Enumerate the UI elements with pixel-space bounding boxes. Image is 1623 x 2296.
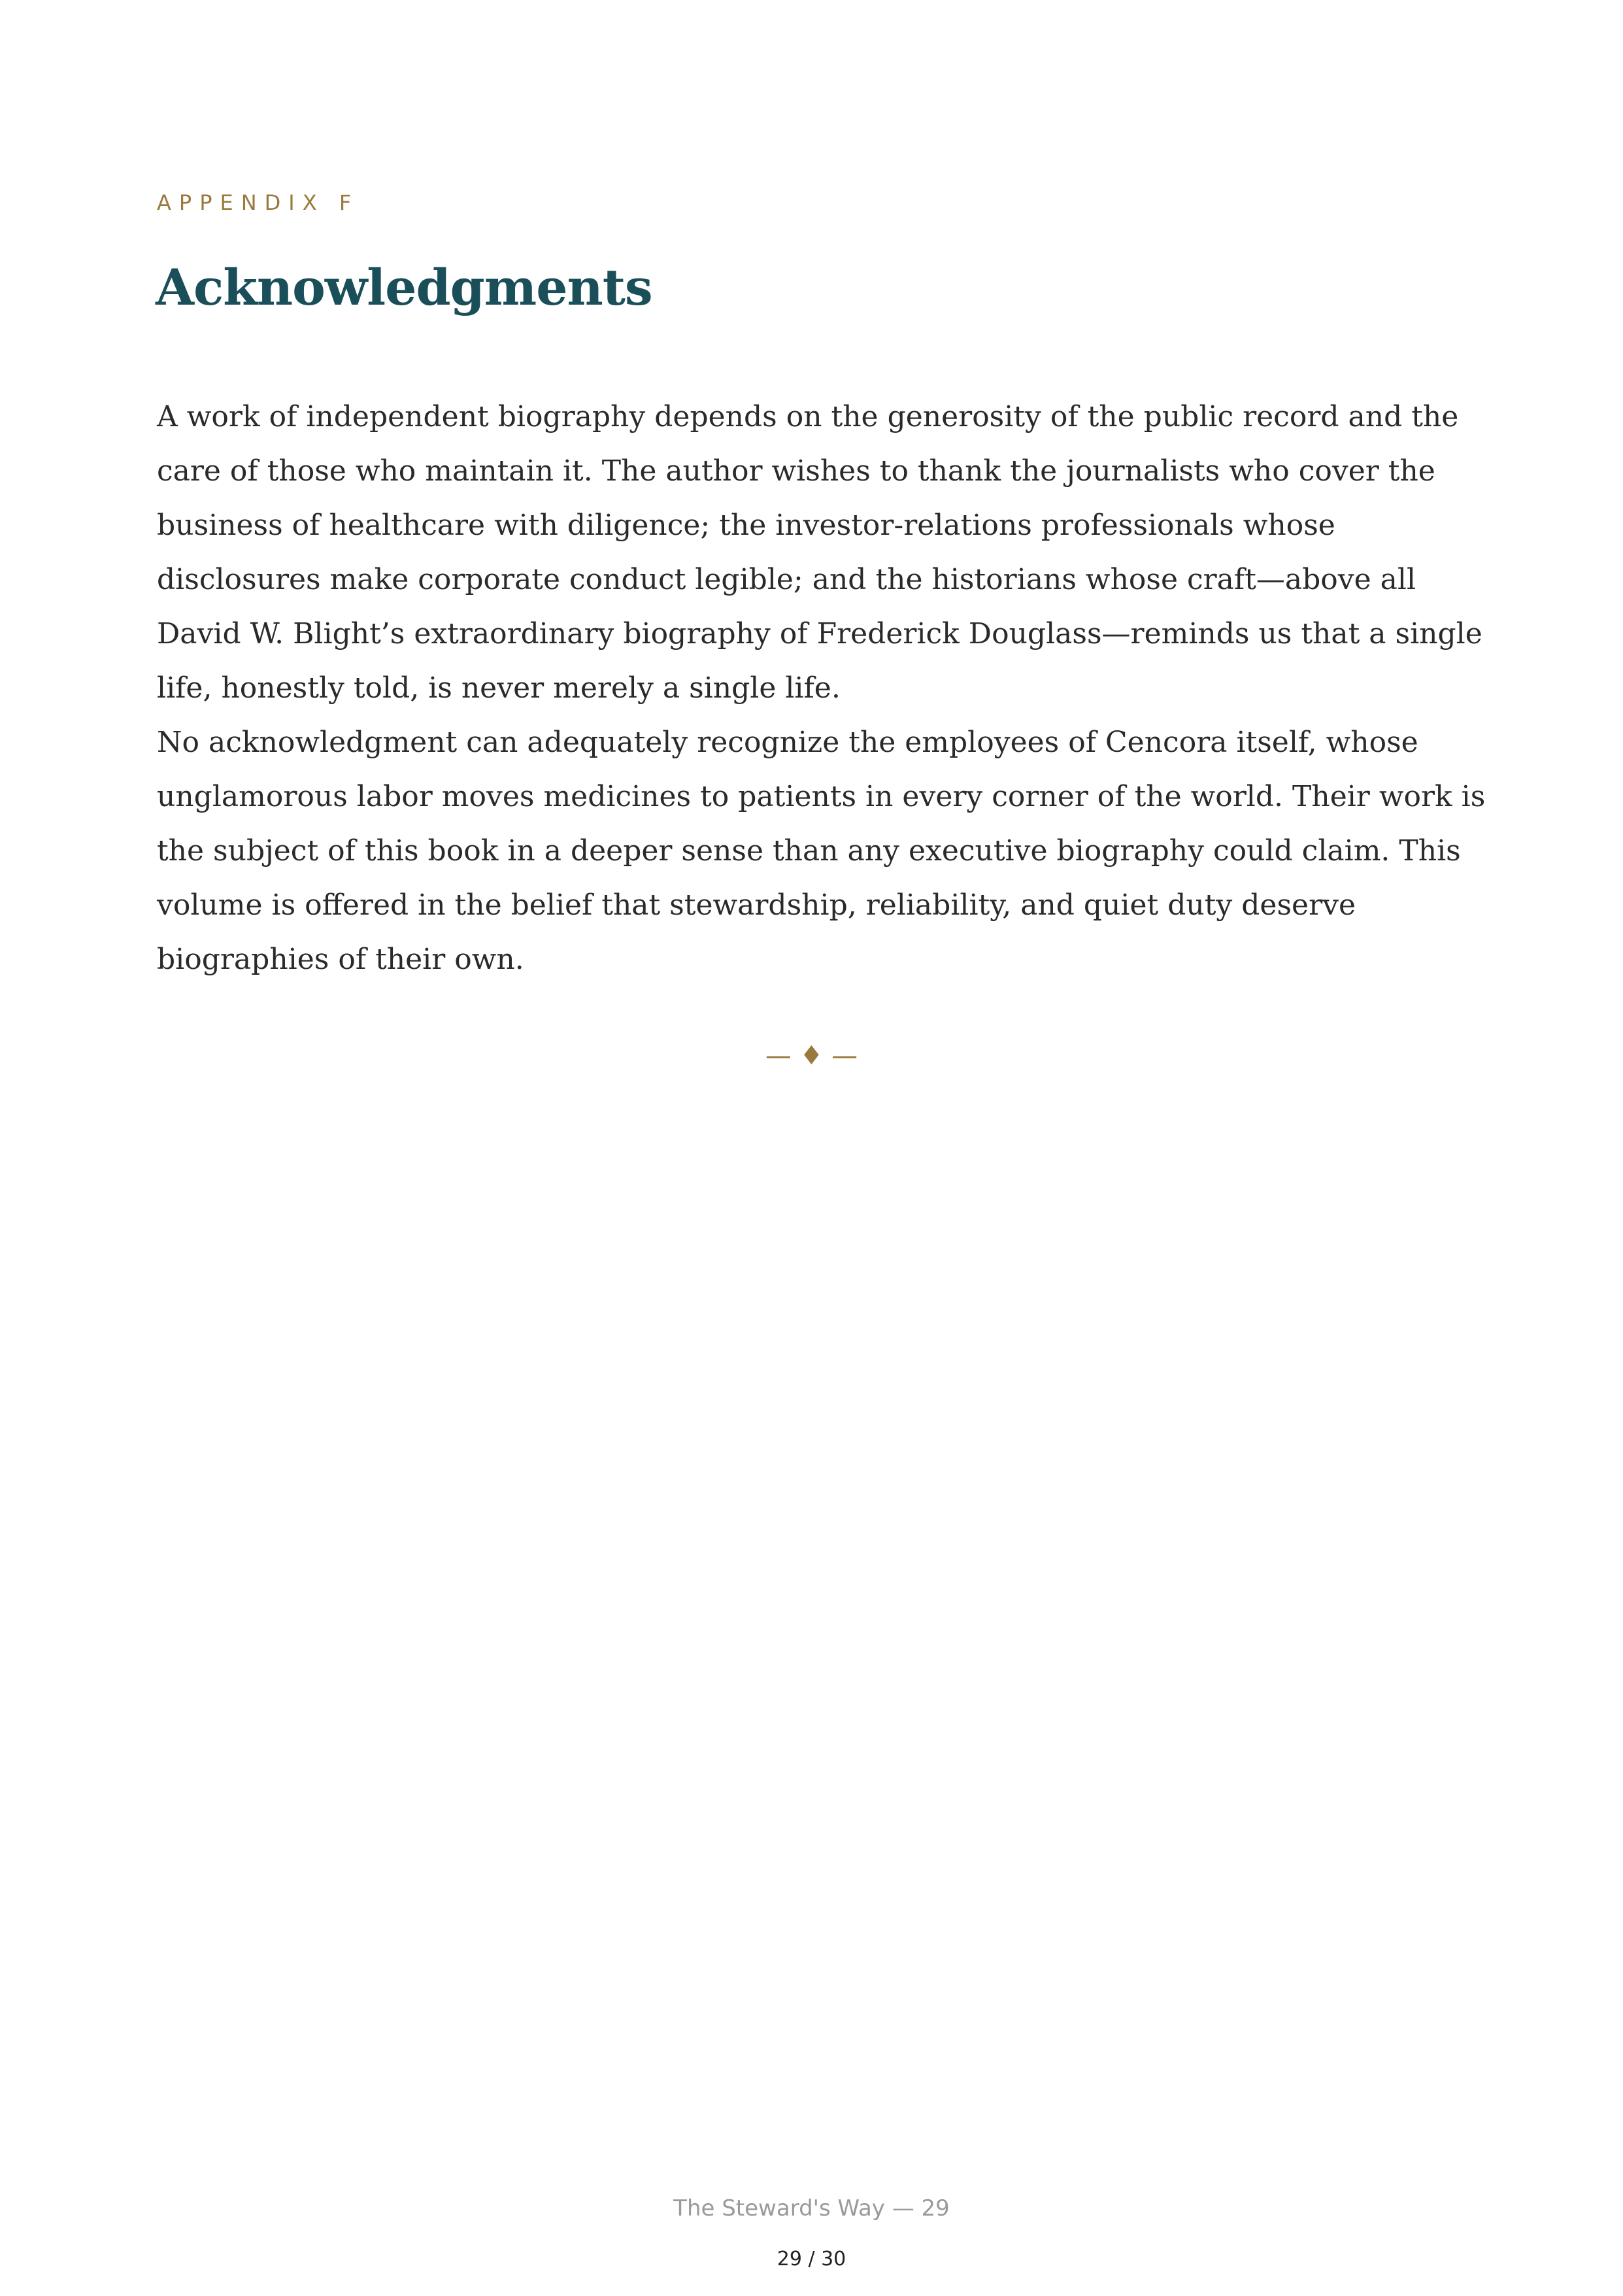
section-ornament: — ♦ — xyxy=(765,1041,858,1071)
page-counter: 29 / 30 xyxy=(777,2248,846,2271)
page-title: Acknowledgments xyxy=(156,258,652,316)
appendix-label: APPENDIX F xyxy=(157,190,360,215)
body-text xyxy=(157,390,1490,987)
paragraph: A work of independent biography depends on the generosity of the public record and the care of those who maintain it. The author wishes to thank the journalists who cover the business of healthcare with diligence; the investor-relations professionals whose disclosures make corporate conduct legible; and the historians whose craft—above all David W. Blight’s extraordinary biography of Frederick Douglass—reminds us that a single life, honestly told, is never merely a single life. xyxy=(157,400,1482,705)
paragraph: No acknowledgment can adequately recognize the employees of Cencora itself, whose unglamorous labor moves medicines to patients in every corner of the world. Their work is the subject of this book in a deeper sense than any executive biography could claim. This volume is offered in the belief that stewardship, reliability, and quiet duty deserve biographies of their own. xyxy=(157,726,1486,976)
running-footer: The Steward's Way — 29 xyxy=(673,2195,950,2221)
